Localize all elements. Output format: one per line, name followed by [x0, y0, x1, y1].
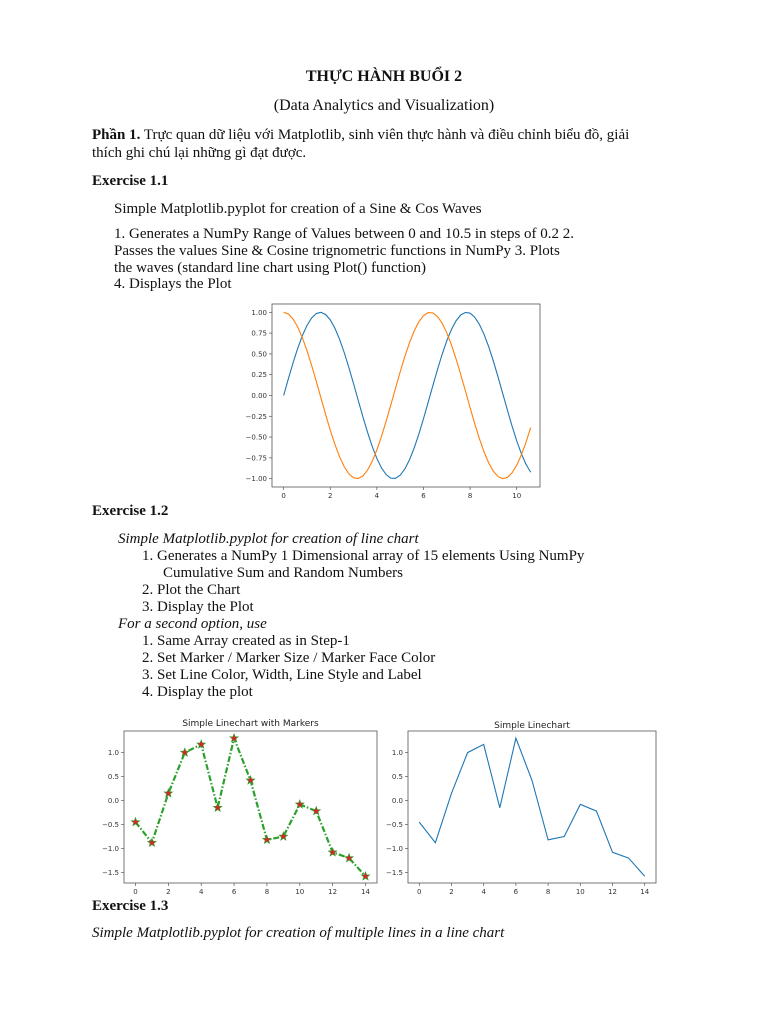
exercise-1-1-heading: Exercise 1.1 — [92, 173, 169, 189]
exercise-1-3-description: Simple Matplotlib.pyplot for creation of multiple lines in a line chart — [92, 925, 505, 941]
y-tick-label: −1.0 — [386, 844, 403, 853]
part1-line2: thích ghi chú lại những gì đạt được. — [92, 145, 307, 161]
linechart-with-markers — [100, 716, 380, 902]
x-tick-label: 10 — [295, 888, 305, 896]
y-tick-label: 1.0 — [107, 749, 119, 758]
y-tick-label: −1.5 — [386, 868, 403, 877]
y-tick-label: 0.25 — [251, 371, 267, 380]
y-tick-label: −1.5 — [102, 868, 119, 877]
x-tick-label: 6 — [231, 888, 237, 896]
x-tick-label: 6 — [513, 888, 519, 896]
exercise-1-2-second-step: 3. Set Line Color, Width, Line Style and Label — [142, 667, 422, 683]
simple-linechart — [380, 716, 665, 902]
x-tick-label: 14 — [640, 888, 650, 896]
exercise-1-1-step: Passes the values Sine & Cosine trignometric functions in NumPy 3. Plots — [114, 243, 560, 259]
x-tick-label: 14 — [361, 888, 370, 896]
exercise-1-2-description: Simple Matplotlib.pyplot for creation of line chart — [118, 531, 419, 547]
exercise-1-2-second-step: 4. Display the plot — [142, 684, 253, 700]
plot-frame — [124, 731, 377, 883]
x-tick-label: 4 — [374, 492, 380, 500]
document-title: THỰC HÀNH BUỔI 2 — [305, 68, 463, 85]
plot-frame — [408, 731, 656, 883]
y-tick-label: −1.0 — [102, 844, 119, 853]
exercise-1-1-description: Simple Matplotlib.pyplot for creation of a Sine & Cos Waves — [114, 201, 482, 217]
sine-cosine-chart — [236, 300, 542, 508]
y-tick-label: 0.0 — [391, 797, 403, 806]
y-tick-label: 0.75 — [251, 329, 267, 338]
y-tick-label: 0.5 — [391, 773, 403, 782]
part1-label: Phần 1. — [92, 127, 141, 143]
exercise-1-2-step: 3. Display the Plot — [142, 599, 254, 615]
part1-line1 — [92, 127, 629, 144]
x-tick-label: 10 — [512, 492, 522, 500]
x-tick-label: 6 — [421, 492, 426, 500]
x-tick-label: 4 — [481, 888, 486, 896]
y-tick-label: 1.00 — [251, 308, 267, 317]
y-tick-label: −1.00 — [245, 475, 267, 484]
y-tick-label: 0.5 — [107, 773, 119, 782]
y-tick-label: −0.5 — [102, 821, 119, 830]
exercise-1-2-second-step: 1. Same Array created as in Step-1 — [142, 633, 350, 649]
x-tick-label: 0 — [133, 888, 138, 896]
x-tick-label: 8 — [467, 492, 473, 500]
chart-title: Simple Linechart — [494, 721, 570, 731]
y-tick-label: 0.00 — [251, 392, 267, 400]
y-tick-label: 0.0 — [107, 797, 119, 806]
y-tick-label: 0.50 — [251, 350, 267, 359]
exercise-1-3-heading: Exercise 1.3 — [92, 898, 169, 914]
x-tick-label: 2 — [166, 888, 171, 896]
x-tick-label: 0 — [417, 888, 422, 896]
plot-frame — [272, 304, 540, 487]
exercise-1-2-second-step: 2. Set Marker / Marker Size / Marker Face Color — [142, 650, 436, 666]
y-tick-label: −0.75 — [245, 454, 267, 463]
exercise-1-2-step: Cumulative Sum and Random Numbers — [163, 565, 403, 581]
exercise-1-1-step: the waves (standard line chart using Plot() function) — [114, 260, 426, 276]
exercise-1-2-step: 2. Plot the Chart — [142, 582, 241, 598]
y-tick-label: −0.25 — [245, 412, 267, 421]
exercise-1-1-step: 1. Generates a NumPy Range of Values between 0 and 10.5 in steps of 0.2 2. — [114, 226, 575, 242]
x-tick-label: 8 — [264, 888, 270, 896]
y-tick-label: −0.5 — [386, 821, 403, 830]
x-tick-label: 4 — [198, 888, 204, 896]
y-tick-label: −0.50 — [245, 433, 267, 442]
x-tick-label: 12 — [608, 888, 617, 896]
x-tick-label: 2 — [449, 888, 454, 896]
part1-text: Trực quan dữ liệu với Matplotlib, sinh viên thực hành và điều chỉnh biểu đồ, giải — [140, 127, 630, 143]
exercise-1-1-step: 4. Displays the Plot — [114, 276, 232, 292]
x-tick-label: 0 — [281, 492, 286, 500]
chart-title: Simple Linechart with Markers — [182, 719, 319, 729]
x-tick-label: 10 — [575, 888, 585, 896]
y-tick-label: 1.0 — [391, 749, 403, 758]
exercise-1-2-second-option: For a second option, use — [118, 616, 267, 632]
exercise-1-2-step: 1. Generates a NumPy 1 Dimensional array of 15 elements Using NumPy — [142, 548, 585, 564]
x-tick-label: 2 — [328, 492, 333, 500]
x-tick-label: 12 — [328, 888, 338, 896]
document-subtitle: (Data Analytics and Visualization) — [273, 97, 495, 114]
exercise-1-2-heading: Exercise 1.2 — [92, 503, 169, 519]
x-tick-label: 8 — [545, 888, 551, 896]
